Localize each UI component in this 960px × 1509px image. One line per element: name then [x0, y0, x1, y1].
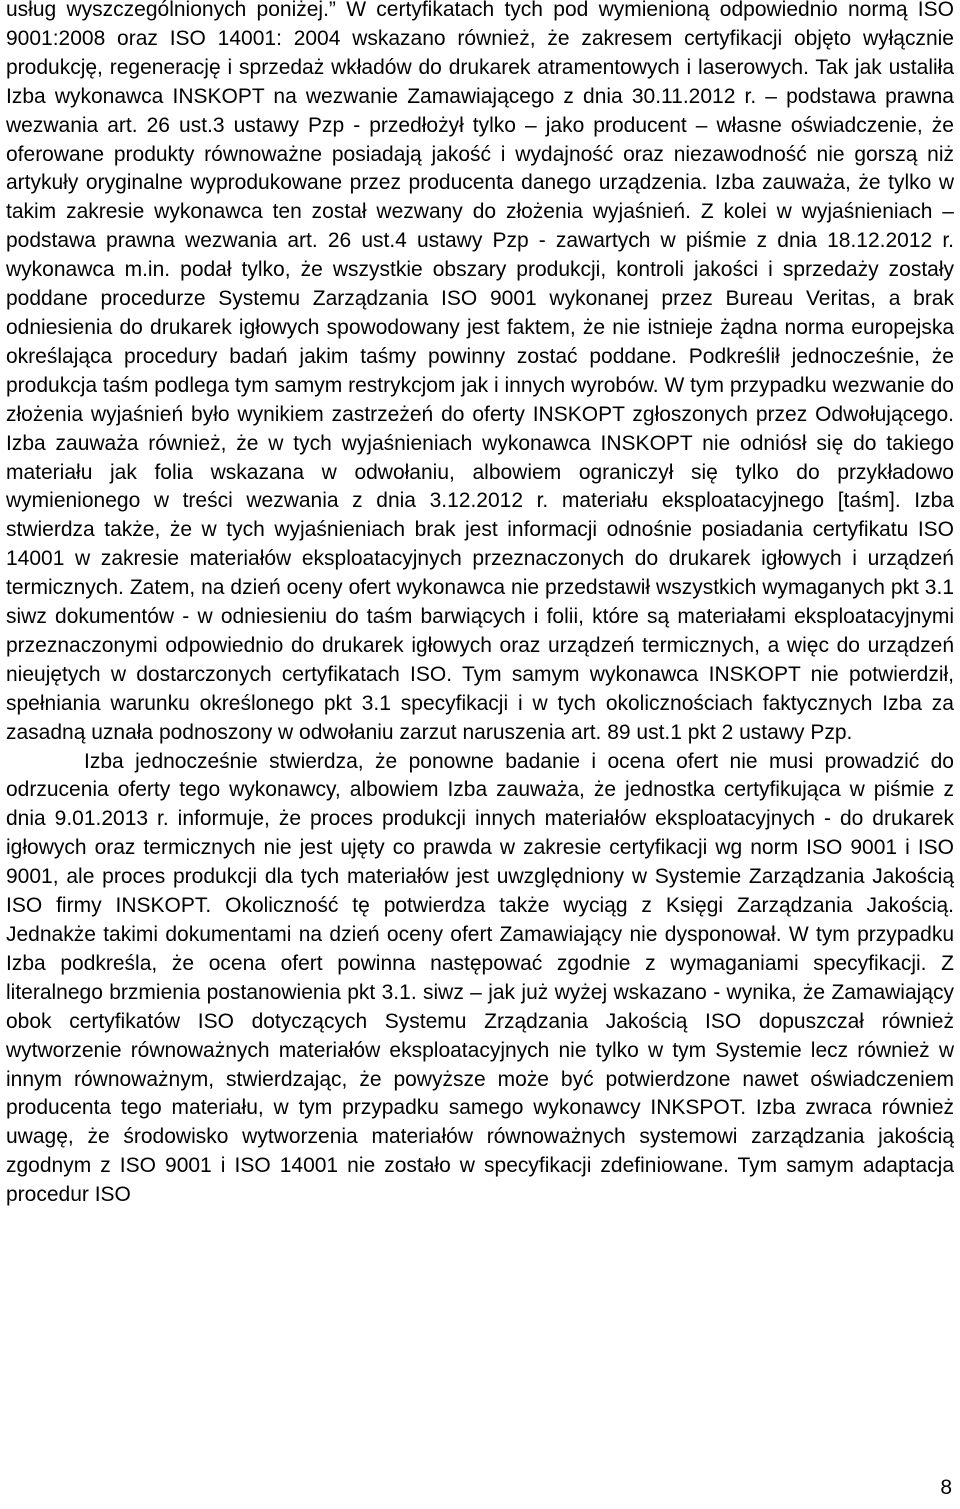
document-body — [6, 0, 954, 1210]
page-number: 8 — [940, 1476, 952, 1499]
paragraph-1: usług wyszczególnionych poniżej.” W certyfikatach tych pod wymienioną odpowiednio normą ISO 9001:2008 oraz ISO 14001: 2004 wskazano również, że zakresem certyfikacji objęto wyłącznie produkcję, regenerację i sprzedaż wkładów do drukarek atramentowych i laserowych. Tak jak ustaliła Izba wykonawca INSKOPT na wezwanie Zamawiającego z dnia 30.11.2012 r. – podstawa prawna wezwania art. 26 ust.3 ustawy Pzp - przedłożył tylko – jako producent – własne oświadczenie, że oferowane produkty równoważne posiadają jakość i wydajność oraz niezawodność nie gorszą niż artykuły oryginalne wyprodukowane przez producenta danego urządzenia. Izba zauważa, że tylko w takim zakresie wykonawca ten został wezwany do złożenia wyjaśnień. Z kolei w wyjaśnieniach – podstawa prawna wezwania art. 26 ust.4 ustawy Pzp - zawartych w piśmie z dnia 18.12.2012 r. wykonawca m.in. podał tylko, że wszystkie obszary produkcji, kontroli jakości i sprzedaży zostały poddane procedurze Systemu Zarządzania ISO 9001 wykonanej przez Bureau Veritas, a brak odniesienia do drukarek igłowych spowodowany jest faktem, że nie istnieje żądna norma europejska określająca procedury badań jakim taśmy powinny zostać poddane. Podkreślił jednocześnie, że produkcja taśm podlega tym samym restrykcjom jak i innych wyrobów. W tym przypadku wezwanie do złożenia wyjaśnień było wynikiem zastrzeżeń do oferty INSKOPT zgłoszonych przez Odwołującego. Izba zauważa również, że w tych wyjaśnieniach wykonawca INSKOPT nie odniósł się do takiego materiału jak folia wskazana w odwołaniu, albowiem ograniczył się tylko do przykładowo wymienionego w treści wezwania z dnia 3.12.2012 r. materiału eksploatacyjnego [taśm]. Izba stwierdza także, że w tych wyjaśnieniach brak jest informacji odnośnie posiadania certyfikatu ISO 14001 w zakresie materiałów eksploatacyjnych przeznaczonych do drukarek igłowych i urządzeń termicznych. Zatem, na dzień oceny ofert wykonawca nie przedstawił wszystkich wymaganych pkt 3.1 siwz dokumentów - w odniesieniu do taśm barwiących i folii, które są materiałami eksploatacyjnymi przeznaczonymi odpowiednio do drukarek igłowych oraz urządzeń termicznych, a więc do urządzeń nieujętych w dostarczonych certyfikatach ISO. Tym samym wykonawca INSKOPT nie potwierdził, spełniania warunku określonego pkt 3.1 specyfikacji i w tych okolicznościach faktycznych Izba za zasadną uznała podnoszony w odwołaniu zarzut naruszenia art. 89 ust.1 pkt 2 ustawy Pzp. — [6, 0, 954, 744]
paragraph-2: Izba jednocześnie stwierdza, że ponowne badanie i ocena ofert nie musi prowadzić do odrzucenia oferty tego wykonawcy, albowiem Izba zauważa, że jednostka certyfikująca w piśmie z dnia 9.01.2013 r. informuje, że proces produkcji innych materiałów eksploatacyjnych - do drukarek igłowych oraz termicznych nie jest ujęty co prawda w zakresie certyfikacji wg norm ISO 9001 i ISO 9001, ale proces produkcji dla tych materiałów jest uwzględniony w Systemie Zarządzania Jakością ISO firmy INSKOPT. Okoliczność tę potwierdza także wyciąg z Księgi Zarządzania Jakością. Jednakże takimi dokumentami na dzień oceny ofert Zamawiający nie dysponował. W tym przypadku Izba podkreśla, że ocena ofert powinna następować zgodnie z wymaganiami specyfikacji. Z literalnego brzmienia postanowienia pkt 3.1. siwz – jak już wyżej wskazano - wynika, że Zamawiający obok certyfikatów ISO dotyczących Systemu Zrządzania Jakością ISO dopuszczał również wytworzenie równoważnych materiałów eksploatacyjnych nie tylko w tym Systemie lecz również w innym równoważnym, stwierdzając, że powyższe może być potwierdzone nawet oświadczeniem producenta tego materiału, w tym przypadku samego wykonawcy INKSPOT. Izba zwraca również uwagę, że środowisko wytworzenia materiałów równoważnych systemowi zarządzania jakością zgodnym z ISO 9001 i ISO 14001 nie zostało w specyfikacji zdefiniowane. Tym samym adaptacja procedur ISO — [6, 749, 954, 1207]
